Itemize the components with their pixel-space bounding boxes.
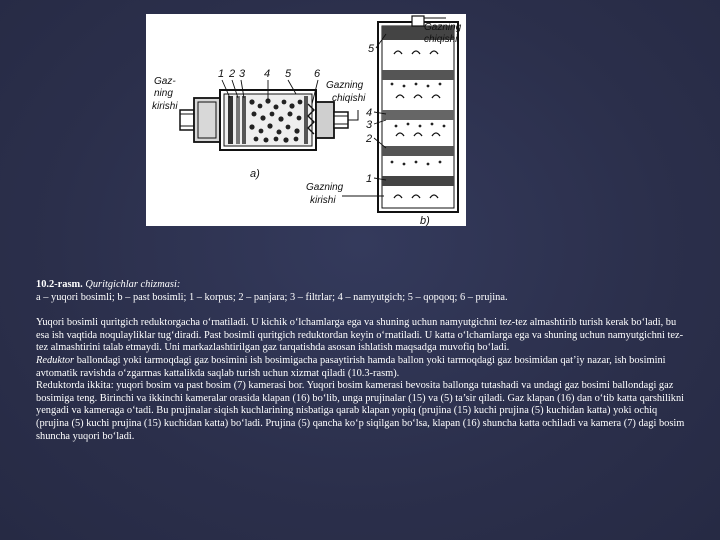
text-content — [36, 279, 686, 443]
gas-outlet-label-b-line2: chiqishi — [424, 34, 458, 45]
gas-inlet-label-a-line1: Gaz- — [154, 76, 176, 87]
figure-number: 10.2-rasm. — [36, 279, 83, 290]
figure-legend: a – yuqori bosimli; b – past bosimli; 1 – korpus; 2 – panjara; 3 – filtrlar; 4 – namyutgich; 5 – qopqoq; 6 – prujina. — [36, 291, 508, 303]
gas-inlet-label-a-line2: ning — [154, 88, 173, 99]
part-number-label-1: 1 — [218, 68, 225, 80]
gas-outlet-label-a-line2: chiqishi — [332, 93, 366, 104]
gas-inlet-label-a-line3: kirishi — [152, 101, 178, 112]
paragraph-dryer-types: Yuqori bosimli quritgich reduktorgacha o‘rnatiladi. U kichik o‘lchamlarga ega va shuning uchun namyutgichni tez-tez almashtirib turish kerak bo‘ladi, bu esa ish vaqtida noqulayliklar tug‘diradi. Past bosimli quritgich reduktordan keyin o‘rnatiladi. U katta o‘lchamlarga ega va shuning uchun namyutgichni tez-tez almashtirini talab etmaydi. Uni markazlashtirilgan gaz tarqatishda asosan ishlatish maqsadga muvofiq bo‘ladi. — [36, 317, 684, 354]
gas-outlet-label-a-line1: Gazning — [326, 80, 364, 91]
part-a-label: a) — [250, 168, 260, 180]
part-number-label-5: 5 — [285, 68, 292, 80]
spacer — [36, 304, 686, 317]
part-number-label-b1: 1 — [366, 173, 373, 185]
part-number-label-b5: 5 — [368, 43, 375, 55]
part-number-label-b3: 3 — [366, 119, 373, 131]
dryer-diagram-figure — [146, 14, 466, 226]
figure-title: Quritgichlar chizmasi: — [82, 279, 181, 290]
part-number-label-2: 2 — [229, 68, 236, 80]
paragraph-reducer-definition — [36, 355, 686, 380]
gas-inlet-label-b-line1: Gazning — [306, 182, 344, 193]
figure-caption — [36, 279, 686, 292]
part-number-label-b4: 4 — [366, 107, 373, 119]
part-b-label: b) — [420, 215, 430, 226]
part-number-label-3: 3 — [239, 68, 246, 80]
reducer-definition-text: ballondagi yoki tarmoqdagi gaz bosimini ish bosimigacha pasaytirish hamda ballon yoki tarmoqdagi gaz bosimidan qat’iy nazar, ish bosimini avtomatik ravishda o‘zgarmas kattalikda saqlab turish uchun xizmat qiladi (10.3-rasm). — [36, 354, 666, 379]
low-pressure-dryer-drawing — [342, 16, 458, 212]
part-number-label-4: 4 — [264, 68, 271, 80]
part-number-label-b2: 2 — [366, 133, 373, 145]
gas-outlet-label-b-line1: Gazning — [424, 22, 462, 33]
part-number-label-6: 6 — [314, 68, 321, 80]
gas-inlet-label-b-line2: kirishi — [310, 195, 336, 206]
reducer-term: Reduktor — [36, 354, 75, 366]
dryer-diagram — [146, 14, 466, 226]
paragraph-reducer-operation: Reduktorda ikkita: yuqori bosim va past bosim (7) kamerasi bor. Yuqori bosim kamerasi bevosita ballonga tutashadi va undagi gaz bosimi ballondagi gaz bosimiga teng. Birinchi va ikkinchi kameralar orasida klapan (16) bo‘lib, unga prujinalar (15) va (5) ta’sir qiladi. Gaz klapan (16) dan o‘tib katta qarshilikni yengadi va kameraga o‘tadi. Bu prujinalar siqish kuchlarining nisbatiga qarab klapan yopiq (prujina (15) kuchi prujina (5) kuchidan katta) yoki ochiq (prujina (5) kuchi prujina (15) kuchidan katta) bo‘ladi. Prujina (5) qancha ko‘p siqilgan bo‘lsa, klapan (16) shuncha katta ochiladi va kamera (7) dagi bosim shuncha yuqori bo‘ladi. — [36, 380, 685, 442]
